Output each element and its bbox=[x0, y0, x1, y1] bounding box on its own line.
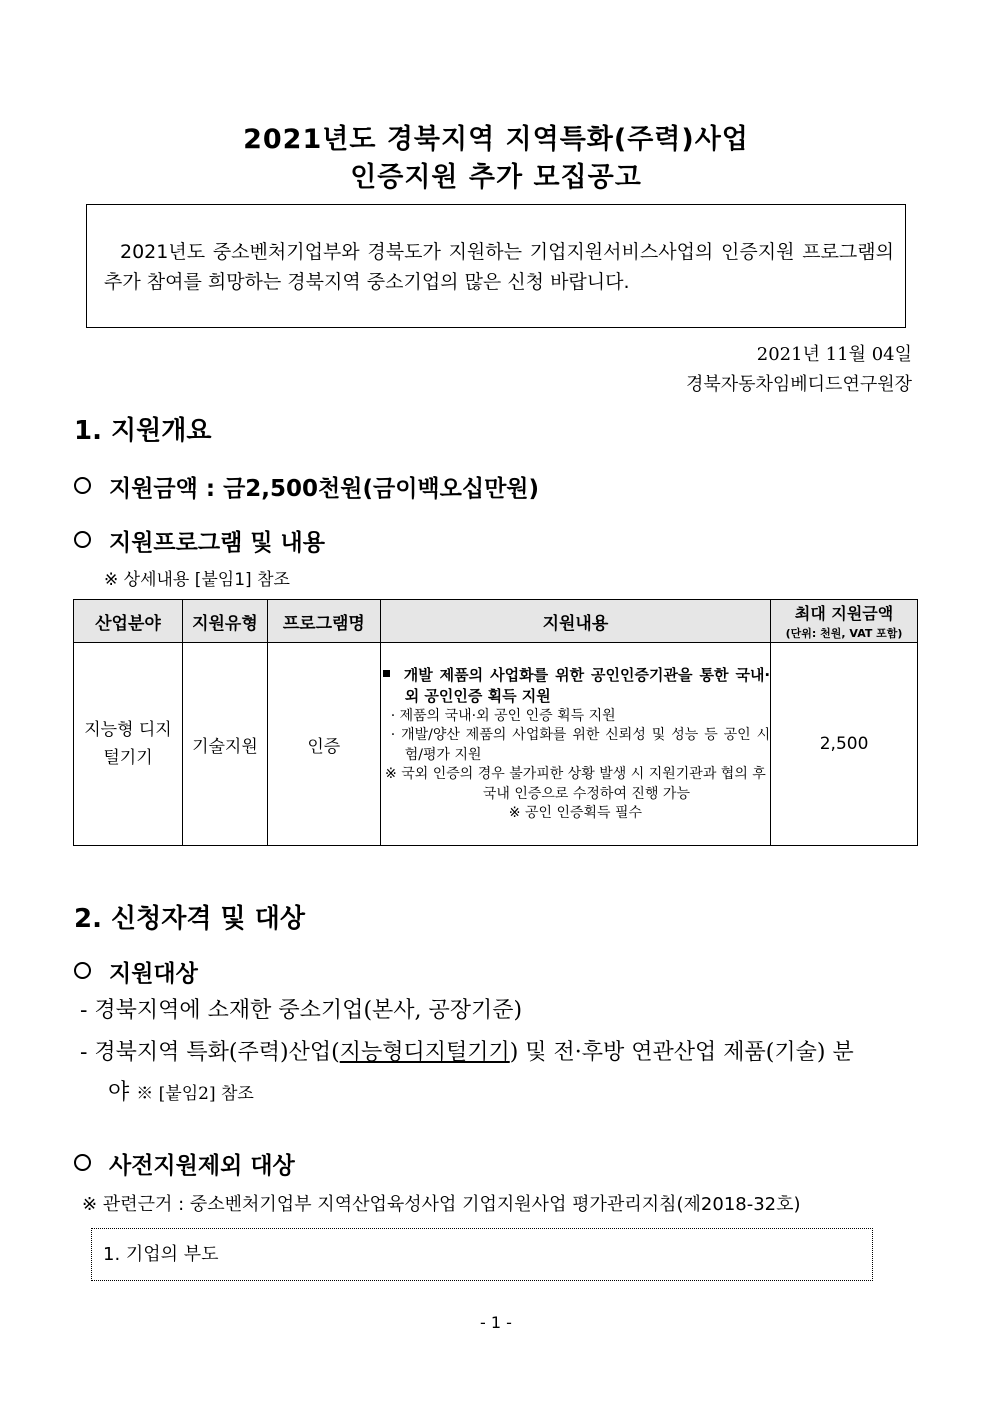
program-heading bbox=[74, 524, 325, 557]
page-title-line2: 인증지원 추가 모집공고 bbox=[350, 162, 642, 193]
cell-program: 인증 bbox=[267, 643, 380, 846]
target-item2-prefix: - 경북지역 특화(주력)산업( bbox=[80, 1040, 340, 1065]
page-title-line1: 2021년도 경북지역 지역특화(주력)사업 bbox=[243, 124, 749, 155]
program-table bbox=[73, 599, 918, 846]
content-sub2: · 개발/양산 제품의 사업화를 위한 신뢰성 및 성능 등 공인 시험/평가 지원 bbox=[390, 727, 771, 763]
exclude-heading bbox=[74, 1147, 295, 1180]
target-heading bbox=[74, 955, 198, 988]
target-item2-suffix: ) 및 전·후방 연관산업 제품(기술) 분 bbox=[509, 1040, 854, 1065]
header-program: 프로그램명 bbox=[267, 600, 380, 643]
amount-heading-text: 지원금액 : 금2,500천원(금이백오십만원) bbox=[109, 476, 540, 502]
program-heading-text: 지원프로그램 및 내용 bbox=[109, 530, 325, 556]
exclude-basis: ※ 관련근거 : 중소벤처기업부 지역산업육성사업 기업지원사업 평가관리지침(제2018-32호) bbox=[82, 1194, 801, 1215]
program-note: ※ 상세내용 [붙임1] 참조 bbox=[104, 570, 290, 590]
intro-text: 2021년도 중소벤처기업부와 경북도가 지원하는 기업지원서비스사업의 인증지원 프로그램의 추가 참여를 희망하는 경북지역 중소기업의 많은 신청 바랍니다. bbox=[104, 241, 894, 293]
header-max-amount-label: 최대 지원금액 bbox=[794, 604, 894, 623]
target-item2-underlined: 지능형디지털기기 bbox=[339, 1040, 510, 1065]
cell-type: 기술지원 bbox=[182, 643, 267, 846]
exclude-item1: 1. 기업의 부도 bbox=[103, 1244, 219, 1265]
header-content: 지원내용 bbox=[380, 600, 770, 643]
target-item2 bbox=[80, 1035, 920, 1066]
target-item2-cont: 야 bbox=[108, 1080, 130, 1105]
content-main-text: 개발 제품의 사업화를 위한 공인인증기관을 통한 국내·외 공인인증 획득 지원 bbox=[403, 665, 771, 705]
target-heading-text: 지원대상 bbox=[109, 961, 198, 987]
cell-content bbox=[380, 643, 770, 846]
target-item1: - 경북지역에 소재한 중소기업(본사, 공장기준) bbox=[80, 998, 523, 1023]
square-bullet-icon bbox=[383, 670, 390, 677]
circle-bullet-icon bbox=[74, 962, 91, 979]
content-note2: ※ 공인 인증획득 필수 bbox=[508, 805, 643, 821]
notice-date: 2021년 11월 04일 bbox=[756, 344, 912, 365]
table-header-row bbox=[74, 600, 918, 643]
cell-industry-text: 지능형 디지털기기 bbox=[84, 720, 172, 768]
exclude-heading-text: 사전지원제외 대상 bbox=[109, 1153, 295, 1179]
header-max-amount-unit: (단위: 천원, VAT 포함) bbox=[785, 627, 903, 640]
content-main bbox=[381, 665, 770, 707]
circle-bullet-icon bbox=[74, 1154, 91, 1171]
cell-amount: 2,500 bbox=[771, 643, 918, 846]
section2-heading: 2. 신청자격 및 대상 bbox=[74, 904, 305, 934]
header-type: 지원유형 bbox=[182, 600, 267, 643]
target-item2-continued bbox=[108, 1075, 254, 1106]
header-industry: 산업분야 bbox=[74, 600, 183, 643]
content-note1: ※ 국외 인증의 경우 불가피한 상황 발생 시 지원기관과 협의 후 국내 인증으로 수정하여 진행 가능 bbox=[385, 766, 766, 802]
cell-industry bbox=[74, 643, 183, 846]
content-sub1: · 제품의 국내·외 공인 인증 획득 지원 bbox=[390, 707, 616, 724]
notice-issuer: 경북자동차임베디드연구원장 bbox=[685, 374, 912, 395]
page-number: - 1 - bbox=[480, 1313, 512, 1332]
circle-bullet-icon bbox=[74, 531, 91, 548]
amount-heading bbox=[74, 470, 539, 503]
target-item2-note: ※ [붙임2] 참조 bbox=[136, 1084, 254, 1104]
table-row bbox=[74, 643, 918, 846]
section1-heading: 1. 지원개요 bbox=[74, 416, 212, 446]
header-max-amount bbox=[771, 600, 918, 643]
circle-bullet-icon bbox=[74, 477, 91, 494]
